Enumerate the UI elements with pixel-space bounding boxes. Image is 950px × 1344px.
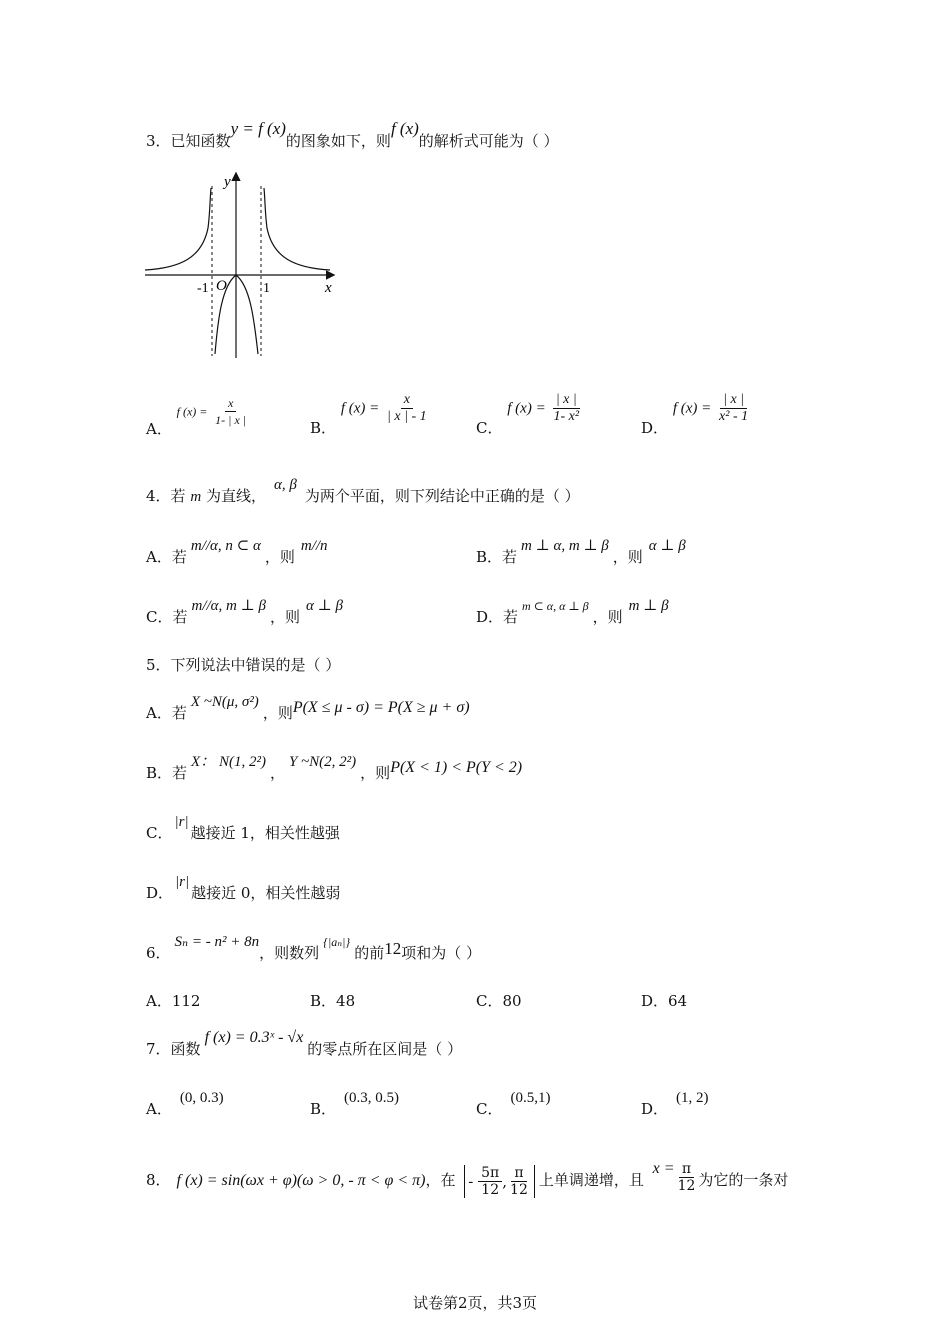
q4-planes: α, β <box>273 477 297 493</box>
curve-left-branch <box>145 188 211 270</box>
graph-origin-label: O <box>216 278 227 294</box>
q4-option-b[interactable]: B．若m ⊥ α, m ⊥ β，则α ⊥ β <box>476 538 686 566</box>
graph-tick-neg: -1 <box>197 281 209 296</box>
q4-option-a[interactable]: A．若m//α, n ⊂ α，则m//n <box>146 538 328 566</box>
q8-interval: - $\frac{5\pi}{12}$ , $\frac{\pi}{12}$ <box>464 1165 535 1198</box>
graph-tick-pos: 1 <box>263 281 270 296</box>
q3-function-graph <box>140 168 340 363</box>
q8-stem: 8． f (x) = sin(ωx + φ)(ω > 0, - π < φ < π)，在 - $\frac{5\pi}{12}$ , $\frac{\pi}{12}$ 上单调递增，且 x = $\frac{\pi}{12}$ 为它的一条对 <box>146 1160 789 1198</box>
graph-y-label: y <box>224 174 231 190</box>
q7-option-c[interactable]: C．(0.5,1) <box>476 1090 551 1118</box>
q3-expr-f: f (x) <box>390 119 419 138</box>
q7-option-b[interactable]: B．(0.3, 0.5) <box>310 1090 400 1118</box>
q7-stem: 7．函数f (x) = 0.3ˣ - √x的零点所在区间是（ ） <box>146 1029 463 1058</box>
graph-x-label: x <box>325 280 332 296</box>
q6-option-b[interactable]: B．48 <box>310 992 356 1010</box>
q6-expr: Sₙ = - n² + 8n <box>174 934 260 950</box>
q6-seq: {|aₙ|} <box>323 935 351 949</box>
q6-stem: 6．Sₙ = - n² + 8n，则数列$^{\{|a_n|\}}$的前12项和为（ ） <box>146 934 481 962</box>
q5-option-a[interactable]: A．若X ~N(μ, σ²)，则P(X ≤ μ - σ) = P(X ≥ μ + σ) <box>146 694 470 722</box>
q6-option-d[interactable]: D．64 <box>641 992 688 1010</box>
curve-right-branch <box>264 188 330 270</box>
q5-option-c[interactable]: C．|r|越接近 1，相关性越强 <box>146 814 340 842</box>
q7-option-d[interactable]: D．(1, 2) <box>641 1090 709 1118</box>
q4-option-c[interactable]: C．若m//α, m ⊥ β，则α ⊥ β <box>146 598 343 626</box>
q3-option-d[interactable]: D． f (x) = $\frac{| x |}{\text{x² - 1}}$ <box>641 392 749 437</box>
q4-option-d[interactable]: D．若$^{m \subset \alpha, \alpha \perp \beta}$，则m ⊥ β <box>476 598 669 626</box>
q3-option-a[interactable]: A． f (x) = $\frac{x}{1- | x |}$ <box>146 396 247 438</box>
q8-expr: f (x) = sin(ωx + φ)(ω > 0, - π < φ < π) <box>176 1172 426 1189</box>
q7-option-a[interactable]: A．(0, 0.3) <box>146 1090 224 1118</box>
q3-option-c[interactable]: C． f (x) = $\frac{| x |}{\text{1- x²}}$ <box>476 392 580 437</box>
q5-option-b[interactable]: B．若X： N(1, 2²)，Y ~N(2, 2²)，则P(X < 1) < P(Y < 2) <box>146 754 523 782</box>
q3-stem: 3．已知函数y = f (x)的图象如下，则f (x)的解析式可能为（ ） <box>146 119 559 150</box>
q7-expr: f (x) = 0.3ˣ - √x <box>204 1029 304 1046</box>
q3-expr-y: y = f (x) <box>230 119 286 138</box>
q6-option-a[interactable]: A．112 <box>146 992 201 1010</box>
q3-option-b[interactable]: B． f (x) = $\frac{x}{| x | - 1}$ <box>310 392 427 437</box>
q5-stem: 5．下列说法中错误的是（ ） <box>146 656 341 674</box>
q5-option-d[interactable]: D．|r|越接近 0，相关性越弱 <box>146 874 341 902</box>
q4-stem: 4．若 m 为直线，α, β为两个平面，则下列结论中正确的是（ ） <box>146 477 580 505</box>
page-footer: 试卷第2页，共3页 <box>412 1294 538 1312</box>
q6-option-c[interactable]: C．80 <box>476 992 522 1010</box>
